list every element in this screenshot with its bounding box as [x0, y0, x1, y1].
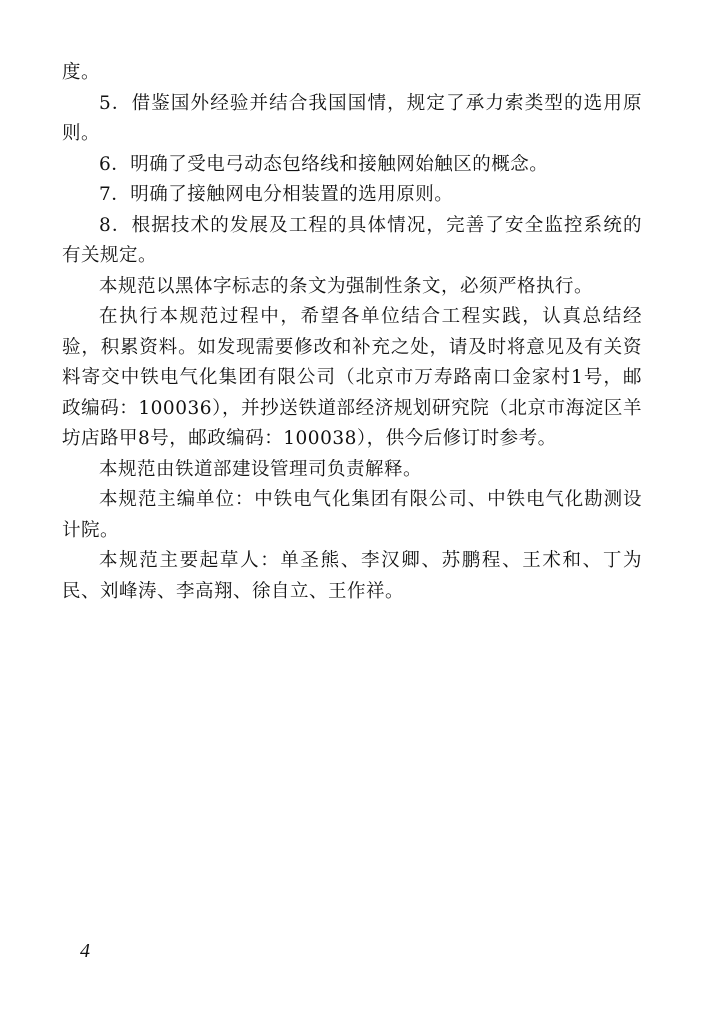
page-number: 4: [80, 940, 90, 962]
paragraph-chief-editors: 本规范主编单位：中铁电气化集团有限公司、中铁电气化勘测设计院。: [62, 489, 642, 541]
paragraph-drafters: 本规范主要起草人：单圣熊、李汉卿、苏鹏程、王术和、丁为民、刘峰涛、李高翔、徐自立、王作祥。: [62, 550, 642, 602]
paragraph-interpretation: 本规范由铁道部建设管理司负责解释。: [99, 458, 423, 480]
paragraph-mandatory-clauses: 本规范以黑体字标志的条文为强制性条文，必须严格执行。: [99, 275, 594, 297]
paragraph-item-6: 6．明确了受电弓动态包络线和接触网始触区的概念。: [99, 153, 549, 175]
paragraph-item-5: 5．借鉴国外经验并结合我国国情，规定了承力索类型的选用原则。: [62, 92, 642, 144]
body-text: [62, 58, 642, 607]
paragraph-feedback-contact: 在执行本规范过程中，希望各单位结合工程实践，认真总结经验，积累资料。如发现需要修改和补充之处，请及时将意见及有关资料寄交中铁电气化集团有限公司（北京市万寿路南口金家村1号，邮政编码：100036），并抄送铁道部经济规划研究院（北京市海淀区羊坊店路甲8号，邮政编码：100038），供今后修订时参考。: [62, 306, 642, 449]
paragraph-continuation: 度。: [62, 62, 101, 83]
paragraph-item-8: 8．根据技术的发展及工程的具体情况，完善了安全监控系统的有关规定。: [62, 214, 642, 266]
paragraph-item-7: 7．明确了接触网电分相装置的选用原则。: [99, 184, 454, 205]
